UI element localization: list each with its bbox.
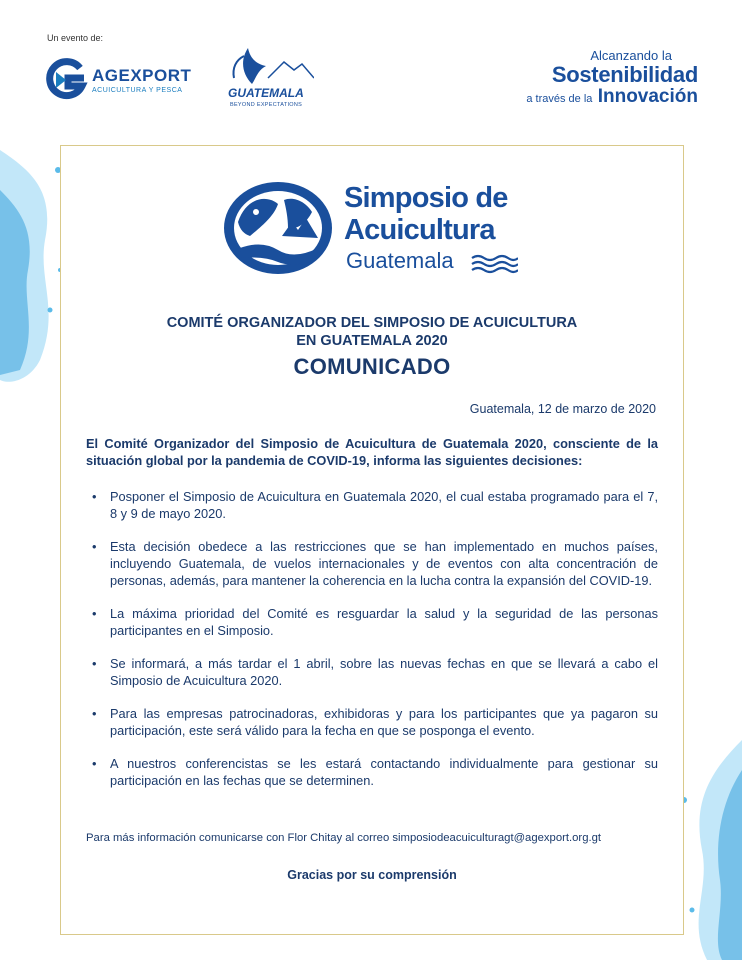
list-item: • A nuestros conferencistas se les estará contactando individualmente para gestionar su participación en las fechas que se determinen. [86, 755, 658, 789]
guatemala-tagline: BEYOND EXPECTATIONS [230, 102, 303, 108]
slogan-line-3-small: a través de la [526, 93, 593, 105]
symposium-logo [222, 178, 522, 288]
symposium-title-line-2: Acuicultura [344, 214, 495, 246]
slogan-line-3-big: Innovación [597, 86, 698, 107]
symposium-title-line-1: Simposio de [344, 182, 508, 214]
waves-icon [470, 254, 518, 274]
intro-paragraph: El Comité Organizador del Simposio de Acuicultura de Guatemala 2020, consciente de la situación global por la pandemia de COVID-19, informa las siguientes decisiones: [86, 436, 658, 468]
symposium-title-line-3: Guatemala [346, 248, 454, 273]
event-of-label: Un evento de: [47, 33, 104, 43]
decisions-list [86, 488, 658, 805]
thanks-line: Gracias por su comprensión [287, 868, 457, 882]
list-item: • La máxima prioridad del Comité es resguardar la salud y la seguridad de las personas participantes en el Simposio. [86, 605, 658, 639]
slogan [526, 48, 698, 109]
guatemala-name: GUATEMALA [228, 86, 304, 100]
list-item: • Esta decisión obedece a las restricciones que se han implementado en muchos países, incluyendo Guatemala, de vuelos internacionales y de eventos con alta concentración de personas, además, para mantener la coherencia en la lucha contra la expansión del COVID-19. [86, 538, 658, 589]
agexport-g-icon [44, 58, 88, 102]
page-title: COMUNICADO [293, 354, 451, 379]
agexport-logo [44, 58, 191, 102]
list-item: • Para las empresas patrocinadoras, exhibidoras y para los participantes que ya pagaron su participación, este será válido para la fecha en que se posponga el evento. [86, 705, 658, 739]
document-date: Guatemala, 12 de marzo de 2020 [469, 402, 656, 416]
list-item: • Posponer el Simposio de Acuicultura en Guatemala 2020, el cual estaba programado para el 7, 8 y 9 de mayo 2020. [86, 488, 658, 522]
slogan-line-2: Sostenibilidad [551, 62, 698, 87]
agexport-name: AGEXPORT [92, 66, 192, 85]
list-item: • Se informará, a más tardar el 1 abril, sobre las nuevas fechas en que se llevará a cabo el Simposio de Acuicultura 2020. [86, 655, 658, 689]
sailfish-icon [222, 44, 314, 88]
contact-line: Para más información comunicarse con Flor Chitay al correo simposiodeacuiculturagt@agexport.org.gt [86, 832, 602, 844]
guatemala-logo [218, 44, 318, 112]
fish-emblem-icon [222, 178, 337, 278]
agexport-subtitle: ACUICULTURA Y PESCA [92, 87, 183, 94]
slogan-line-1: Alcanzando la [590, 48, 672, 63]
committee-heading-line-2: EN GUATEMALA 2020 [296, 333, 448, 349]
committee-heading-line-1: COMITÉ ORGANIZADOR DEL SIMPOSIO DE ACUICULTURA [166, 315, 578, 331]
